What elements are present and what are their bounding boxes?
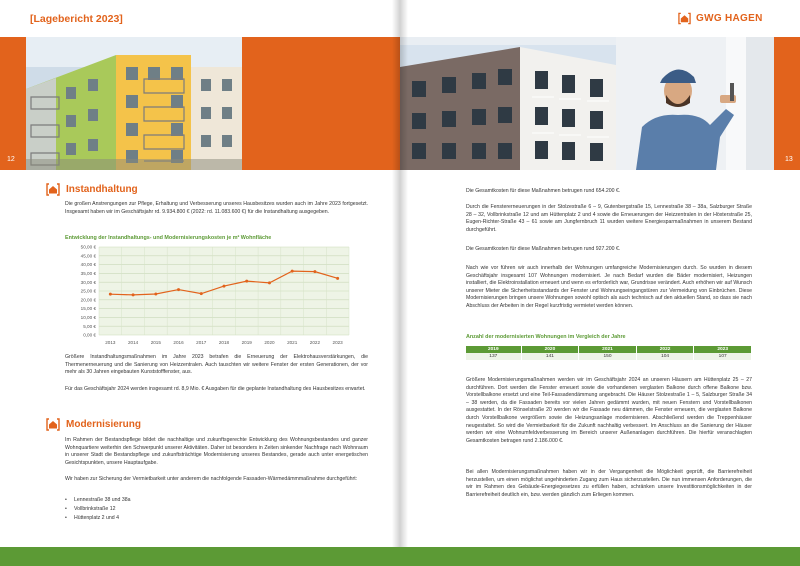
- r-para4-text: Nach wie vor führen wir auch innerhalb der Wohnungen umfangreiche Modernisierungen durch. So wurden in diesem Geschäftsjahr insgesamt 107 Wohnungen modernisiert. Je nach Bedarf wurden die Bäder modernisiert, Heizungen installiert, die Elektroinstallation erneuert und wenn es erforderlich war, Grundrisse verändert. Auch erhöhen wir auf Wunsch unserer Mieter die Sicherheitsstandards der Fenster und Wohnungseingangstüren zur Vermeidung von Einbrüchen. Diese Modernisierungen bringen unsere Wohnungen sowohl optisch als auch technisch auf den aktuellen Stand, so dass sie nach Abschluss der Arbeiten in der Regel kurzfristig vermietet werden können.: [466, 265, 752, 309]
- page-number-right: 13: [785, 156, 793, 163]
- y-tick-label: 20,00 €: [80, 297, 96, 303]
- logo-house-icon: [678, 12, 691, 25]
- table-row: [466, 353, 752, 360]
- intro-text: Die großen Anstrengungen zur Pflege, Erhaltung und Verbesserung unseres Hausbesitzes wurden auch im Jahre 2023 fortgesetzt. Insgesamt haben wir im Geschäftsjahr rd. 9.934.800 € (2022: rd. 11.083.600 €) für die Instandhaltung ausgegeben.: [65, 201, 368, 215]
- painter-photo: [616, 37, 774, 170]
- cost-line-chart: [65, 243, 355, 347]
- y-tick-label: 5,00 €: [83, 323, 96, 329]
- left-page: [0, 0, 400, 552]
- y-tick-label: 0,00 €: [83, 332, 96, 338]
- orange-band-right: [774, 37, 800, 170]
- x-tick-label: 2019: [241, 340, 252, 345]
- y-tick-label: 15,00 €: [80, 306, 96, 312]
- right-paragraph-2: [466, 204, 752, 234]
- intro-paragraph: [65, 201, 368, 216]
- logo-text: GWG HAGEN: [696, 13, 763, 24]
- colorful-apartment-building-image: [26, 37, 242, 170]
- list-item: • Hüttenplatz 2 und 4: [65, 514, 131, 523]
- mod-para1-text: Im Rahmen der Bestandspflege bildet die nachhaltige und zukunftsgerechte Entwicklung des Wohnungsbestandes und ganzer Wohnquartiere weiterhin den Schwerpunkt unserer Aktivitäten. Daher ist besonders in Zeiten sinkender Nachfrage nach Wohnraum in unserer Stadt die Bestandspflege und zukunftsträchtige Modernisierung unseres Bestandes, gerade auch unter energetischen Gesichtspunkten, unsere Hauptaufgabe.: [65, 437, 368, 466]
- apartment-photo: [26, 37, 242, 170]
- paragraph-3: [65, 386, 368, 394]
- modernized-units-table: [466, 346, 752, 360]
- table-header-cell: 2020: [521, 346, 579, 353]
- data-point: [268, 281, 271, 284]
- section-instandhaltung-header: [46, 183, 138, 196]
- y-tick-label: 50,00 €: [80, 244, 96, 250]
- data-point: [132, 293, 135, 296]
- para2-text: Größere Instandhaltungsmaßnahmen im Jahre 2023 betrafen die Erneuerung der Elektrohausverstärkungen, die Thermenerneuerung und die Sanierung von Heizzentralen. Auch tauschten wir weitere Fenster der ersten Generationen, der vor mehr als 30 Jahren eingebauten Kunststofffenster, aus.: [65, 354, 368, 376]
- report-header: [Lagebericht 2023]: [30, 13, 123, 25]
- gwg-logo: [678, 12, 763, 25]
- section-title-instandhaltung: Instandhaltung: [66, 184, 138, 195]
- painter-worker-image: [616, 37, 774, 170]
- data-point: [223, 285, 226, 288]
- x-tick-label: 2023: [332, 340, 343, 345]
- list-item: • Vollbrinkstraße 12: [65, 505, 131, 514]
- page-number-left: 12: [7, 156, 15, 163]
- brick-apartment-building-image: [400, 37, 616, 170]
- table-title: Anzahl der modernisierten Wohnungen im Vergleich der Jahre: [466, 334, 626, 340]
- y-tick-label: 30,00 €: [80, 279, 96, 285]
- r-para2-text: Durch die Fenstererneuerungen in der Stolzestraße 6 – 9, Gutenbergstraße 15, Lennestraße 38 – 38a, Salzburger Straße 28 – 32, Vollbrinkstraße 12 und am Hüttenplatz 2 und 4 sowie die Erneuerungen der Heizzentralen in der Höxterstraße 25, Eugen-Richter-Straße 43 – 61 sowie am Jungfernbruch 11 wurden weitere Energiesparmaßnahmen in unserem Bestand durchgeführt.: [466, 204, 752, 233]
- green-footer-band: [0, 547, 800, 566]
- building-photo: [400, 37, 616, 170]
- table-header-cell: 2022: [636, 346, 694, 353]
- data-point: [313, 270, 316, 273]
- x-tick-label: 2022: [309, 340, 321, 345]
- section-title-modernisierung: Modernisierung: [66, 419, 142, 430]
- data-point: [245, 280, 248, 283]
- x-tick-label: 2020: [264, 340, 275, 345]
- data-point: [291, 270, 294, 273]
- table-cell: 141: [521, 353, 579, 360]
- paragraph-2: [65, 354, 368, 377]
- modernisierung-paragraph-2: [65, 476, 368, 484]
- mod-para2-text: Wir haben zur Sicherung der Vermietbarkeit unter anderem die nachfolgende Fassaden-Wärmedämmmaßnahme durchgeführt:: [65, 476, 358, 482]
- r-para1-text: Die Gesamtkosten für diese Maßnahmen betrugen rund 654.200 €.: [466, 188, 621, 194]
- table-header-row: [466, 346, 752, 353]
- r-para6-text: Bei allen Modernisierungsmaßnahmen haben wir in der Vergangenheit die Möglichkeit geprüft, die Barrierefreiheit herzustellen, um einen möglichst ungehinderten Zugang zum Haus sicherzustellen. Die nun immensen Anforderungen, die wir im Rahmen des Gebäude-Energiegesetzes zu erfüllen haben, schränken unsere Investitionsmöglichkeiten in der Barrierefreiheit deutlich ein, bzw. werden gänzlich zum Erliegen kommen.: [466, 469, 752, 498]
- house-bracket-icon: [46, 418, 60, 431]
- y-tick-label: 45,00 €: [80, 253, 96, 259]
- x-tick-label: 2013: [105, 340, 116, 345]
- x-tick-label: 2021: [287, 340, 298, 345]
- address-list: [65, 496, 131, 523]
- modernisierung-paragraph-1: [65, 437, 368, 467]
- orange-band-left: [0, 37, 26, 170]
- y-tick-label: 35,00 €: [80, 271, 96, 276]
- table-header-cell: 2019: [466, 346, 521, 353]
- chart-title: Entwicklung der Instandhaltungs- und Modernisierungskosten je m² Wohnfläche: [65, 235, 272, 241]
- table-header-cell: 2021: [579, 346, 637, 353]
- orange-band-left-inner: [242, 37, 400, 170]
- x-tick-label: 2017: [196, 340, 207, 345]
- data-point: [109, 293, 112, 296]
- y-tick-label: 10,00 €: [80, 315, 96, 320]
- table-cell: 107: [694, 353, 752, 360]
- right-paragraph-4: [466, 265, 752, 311]
- table-cell: 137: [466, 353, 521, 360]
- x-tick-label: 2014: [127, 340, 139, 345]
- list-item: • Lennestraße 38 und 38a: [65, 496, 131, 505]
- r-para5-text: Größere Modernisierungsmaßnahmen werden wir im Geschäftsjahr 2024 an unseren Häusern am Hüttenplatz 25 – 27 durchführen. Dort werden die Fenster erneuert sowie die vorhandenen verglasten Balkone durch offene Balkone bzw. Vorstellbalkone ersetzt und eine Teil-Fassadendämmung angebracht. Die Häuser Stolzestraße 1 – 5, Salzburger Straße 34 – 38 werden, da die Fassaden bereits vor vielen Jahren gedämmt wurden, mit neuen Fenstern und Vorstellbalkonen ausgestattet. In der Rönselstraße 20 werden wir die Fassade neu dämmen, die Fenster erneuern, die verglasten Balkone durch Vorstellbalkone vergrößern sowie die Heizungsanlage modernisieren. Abschließend werden die Treppenhäuser neugestaltet. So wird die Vermietbarkeit für die Zukunft nachhaltig verbessert. Im Anschluss an die Sanierung der Häuser werden wir eine Wohnumfeldverbesserung im Bereich unserer Außenanlagen durchführen. Die hierfür veranschlagten Gesamtkosten betragen rund 2.186.000 €.: [466, 377, 752, 444]
- r-para3-text: Die Gesamtkosten für diese Maßnahmen betrugen rund 927.200 €.: [466, 246, 621, 252]
- section-modernisierung-header: [46, 418, 141, 431]
- x-tick-label: 2018: [218, 340, 230, 345]
- right-paragraph-6: [466, 469, 752, 499]
- data-point: [336, 277, 339, 280]
- book-spine-shadow: [392, 0, 408, 552]
- table-cell: 150: [579, 353, 637, 360]
- right-paragraph-3: [466, 246, 752, 254]
- data-point: [177, 288, 180, 291]
- y-tick-label: 25,00 €: [80, 288, 96, 294]
- data-point: [154, 292, 157, 295]
- house-bracket-icon: [46, 183, 60, 196]
- table-header-cell: 2023: [694, 346, 752, 353]
- x-tick-label: 2016: [173, 340, 184, 345]
- para3-text: Für das Geschäftsjahr 2024 werden insgesamt rd. 8,9 Mio. € Ausgaben für die geplante Instandhaltung des Hausbesitzes erwartet.: [65, 386, 366, 392]
- table-cell: 104: [636, 353, 694, 360]
- right-paragraph-1: [466, 188, 752, 196]
- y-tick-label: 40,00 €: [80, 262, 96, 268]
- x-tick-label: 2015: [150, 340, 161, 345]
- data-point: [200, 292, 203, 295]
- right-paragraph-5: [466, 377, 752, 445]
